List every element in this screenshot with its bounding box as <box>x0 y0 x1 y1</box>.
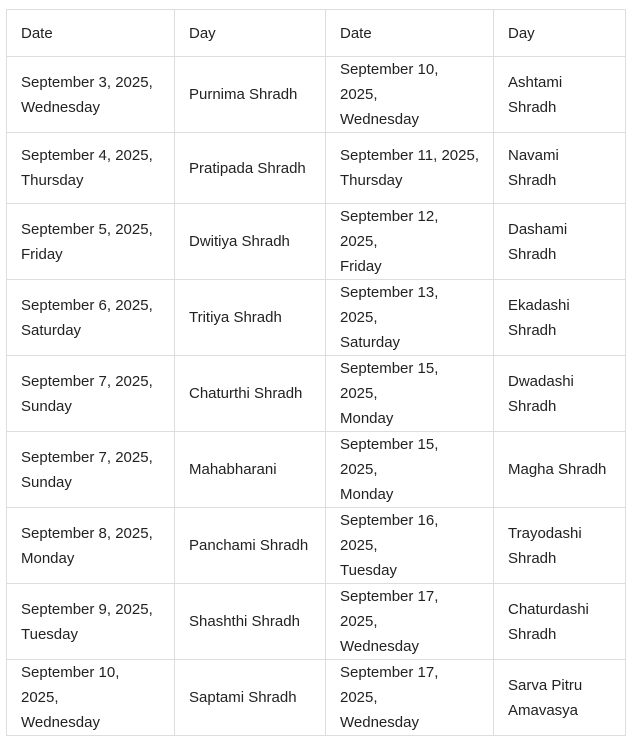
cell-text-line: Friday <box>21 245 63 263</box>
day-cell-2 <box>494 508 626 584</box>
day-cell-1 <box>175 584 326 660</box>
cell-text-line: Sarva Pitru <box>508 676 583 694</box>
day-cell-2 <box>494 432 626 508</box>
cell-text-line: September 15, 2025, <box>340 436 439 478</box>
cell-text-line: Tuesday <box>21 625 78 643</box>
day-cell-1 <box>175 204 326 280</box>
cell-text-line: Saturday <box>21 321 82 339</box>
cell-text-line: September 9, 2025, <box>21 600 153 618</box>
cell-text-line: Panchami Shradh <box>189 537 309 554</box>
day-cell-1 <box>175 432 326 508</box>
cell-text-line: Mahabharani <box>189 461 277 478</box>
cell-text-line: Shradh <box>508 397 557 415</box>
cell-text-line: September 12, 2025, <box>340 208 439 250</box>
shradh-schedule-table <box>6 9 626 736</box>
cell-text-line: Wednesday <box>340 714 419 731</box>
cell-text-line: Magha Shradh <box>508 461 607 478</box>
cell-text-line: Trayodashi <box>508 524 582 542</box>
cell-text-line: September 7, 2025, <box>21 448 153 466</box>
cell-text-line: September 3, 2025, <box>21 73 153 91</box>
cell-text-line: September 13, 2025, <box>340 284 439 326</box>
cell-text-line: Monday <box>340 410 394 427</box>
cell-text-line: Tuesday <box>340 562 397 579</box>
cell-text-line: Thursday <box>340 172 403 189</box>
date-cell-2 <box>326 280 494 356</box>
cell-text-line: Sunday <box>21 397 72 415</box>
cell-text-line: Chaturdashi <box>508 600 589 618</box>
cell-text-line: September 17, 2025, <box>340 664 439 706</box>
date-cell-1 <box>7 280 175 356</box>
cell-text-line: Monday <box>340 486 394 503</box>
cell-text-line: Tritiya Shradh <box>189 309 282 326</box>
day-cell-1 <box>175 660 326 736</box>
day-cell-1 <box>175 508 326 584</box>
cell-text-line: Wednesday <box>340 111 419 128</box>
cell-text-line: Pratipada Shradh <box>189 159 306 177</box>
cell-text-line: September 16, 2025, <box>340 512 439 554</box>
cell-text-line: Chaturthi Shradh <box>189 385 303 402</box>
table-header <box>7 10 626 57</box>
cell-text-line: September 6, 2025, <box>21 296 153 314</box>
date-cell-2 <box>326 660 494 736</box>
cell-text-line: Sunday <box>21 473 72 491</box>
table-row <box>7 57 626 133</box>
cell-text-line: Shradh <box>508 172 557 189</box>
cell-text-line: Wednesday <box>340 638 419 655</box>
cell-text-line: September 5, 2025, <box>21 220 153 238</box>
date-cell-2 <box>326 584 494 660</box>
cell-text-line: Friday <box>340 258 382 275</box>
cell-text-line: September 4, 2025, <box>21 147 153 164</box>
cell-text-line: Ashtami <box>508 73 563 91</box>
cell-text-line: Amavasya <box>508 701 579 719</box>
day-cell-1 <box>175 133 326 204</box>
date-cell-1 <box>7 356 175 432</box>
cell-text-line: Dwitiya Shradh <box>189 233 290 250</box>
table-row <box>7 432 626 508</box>
table-row <box>7 356 626 432</box>
header-day-2: Day <box>494 10 626 57</box>
day-cell-2 <box>494 660 626 736</box>
date-cell-1 <box>7 660 175 736</box>
date-cell-1 <box>7 584 175 660</box>
cell-text-line: September 15, 2025, <box>340 360 439 402</box>
cell-text-line: Saptami Shradh <box>189 689 297 706</box>
day-cell-2 <box>494 356 626 432</box>
day-cell-1 <box>175 57 326 133</box>
day-cell-2 <box>494 584 626 660</box>
table-row <box>7 508 626 584</box>
cell-text-line: Ekadashi <box>508 296 570 314</box>
day-cell-1 <box>175 280 326 356</box>
day-cell-2 <box>494 280 626 356</box>
cell-text-line: Shradh <box>508 245 557 263</box>
date-cell-2 <box>326 508 494 584</box>
header-date-1: Date <box>7 10 175 57</box>
cell-text-line: September 7, 2025, <box>21 372 153 390</box>
date-cell-1 <box>7 432 175 508</box>
date-cell-2 <box>326 133 494 204</box>
day-cell-2 <box>494 57 626 133</box>
table-row <box>7 204 626 280</box>
date-cell-2 <box>326 432 494 508</box>
date-cell-1 <box>7 508 175 584</box>
cell-text-line: Dwadashi <box>508 372 574 390</box>
cell-text-line: Monday <box>21 549 75 567</box>
cell-text-line: Shradh <box>508 321 557 339</box>
cell-text-line: September 11, 2025, <box>340 147 479 164</box>
date-cell-1 <box>7 133 175 204</box>
cell-text-line: Shradh <box>508 625 557 643</box>
header-row <box>7 10 626 57</box>
cell-text-line: September 10, 2025, <box>340 61 439 103</box>
table-row <box>7 280 626 356</box>
cell-text-line: Shashthi Shradh <box>189 613 300 630</box>
shradh-schedule-table-wrapper <box>6 9 626 736</box>
date-cell-1 <box>7 57 175 133</box>
cell-text-line: September 10, 2025, <box>21 664 120 706</box>
cell-text-line: Thursday <box>21 172 84 189</box>
date-cell-1 <box>7 204 175 280</box>
table-row <box>7 133 626 204</box>
day-cell-1 <box>175 356 326 432</box>
header-day-1: Day <box>175 10 326 57</box>
day-cell-2 <box>494 204 626 280</box>
cell-text-line: Saturday <box>340 334 401 351</box>
cell-text-line: September 17, 2025, <box>340 588 439 630</box>
date-cell-2 <box>326 356 494 432</box>
day-cell-2 <box>494 133 626 204</box>
cell-text-line: Shradh <box>508 98 557 116</box>
table-row <box>7 660 626 736</box>
date-cell-2 <box>326 57 494 133</box>
cell-text-line: September 8, 2025, <box>21 524 153 542</box>
cell-text-line: Purnima Shradh <box>189 86 298 103</box>
date-cell-2 <box>326 204 494 280</box>
cell-text-line: Dashami <box>508 220 568 238</box>
cell-text-line: Wednesday <box>21 714 100 731</box>
table-row <box>7 584 626 660</box>
cell-text-line: Wednesday <box>21 98 100 116</box>
cell-text-line: Shradh <box>508 549 557 567</box>
cell-text-line: Navami <box>508 147 559 164</box>
table-body <box>7 57 626 736</box>
header-date-2: Date <box>326 10 494 57</box>
